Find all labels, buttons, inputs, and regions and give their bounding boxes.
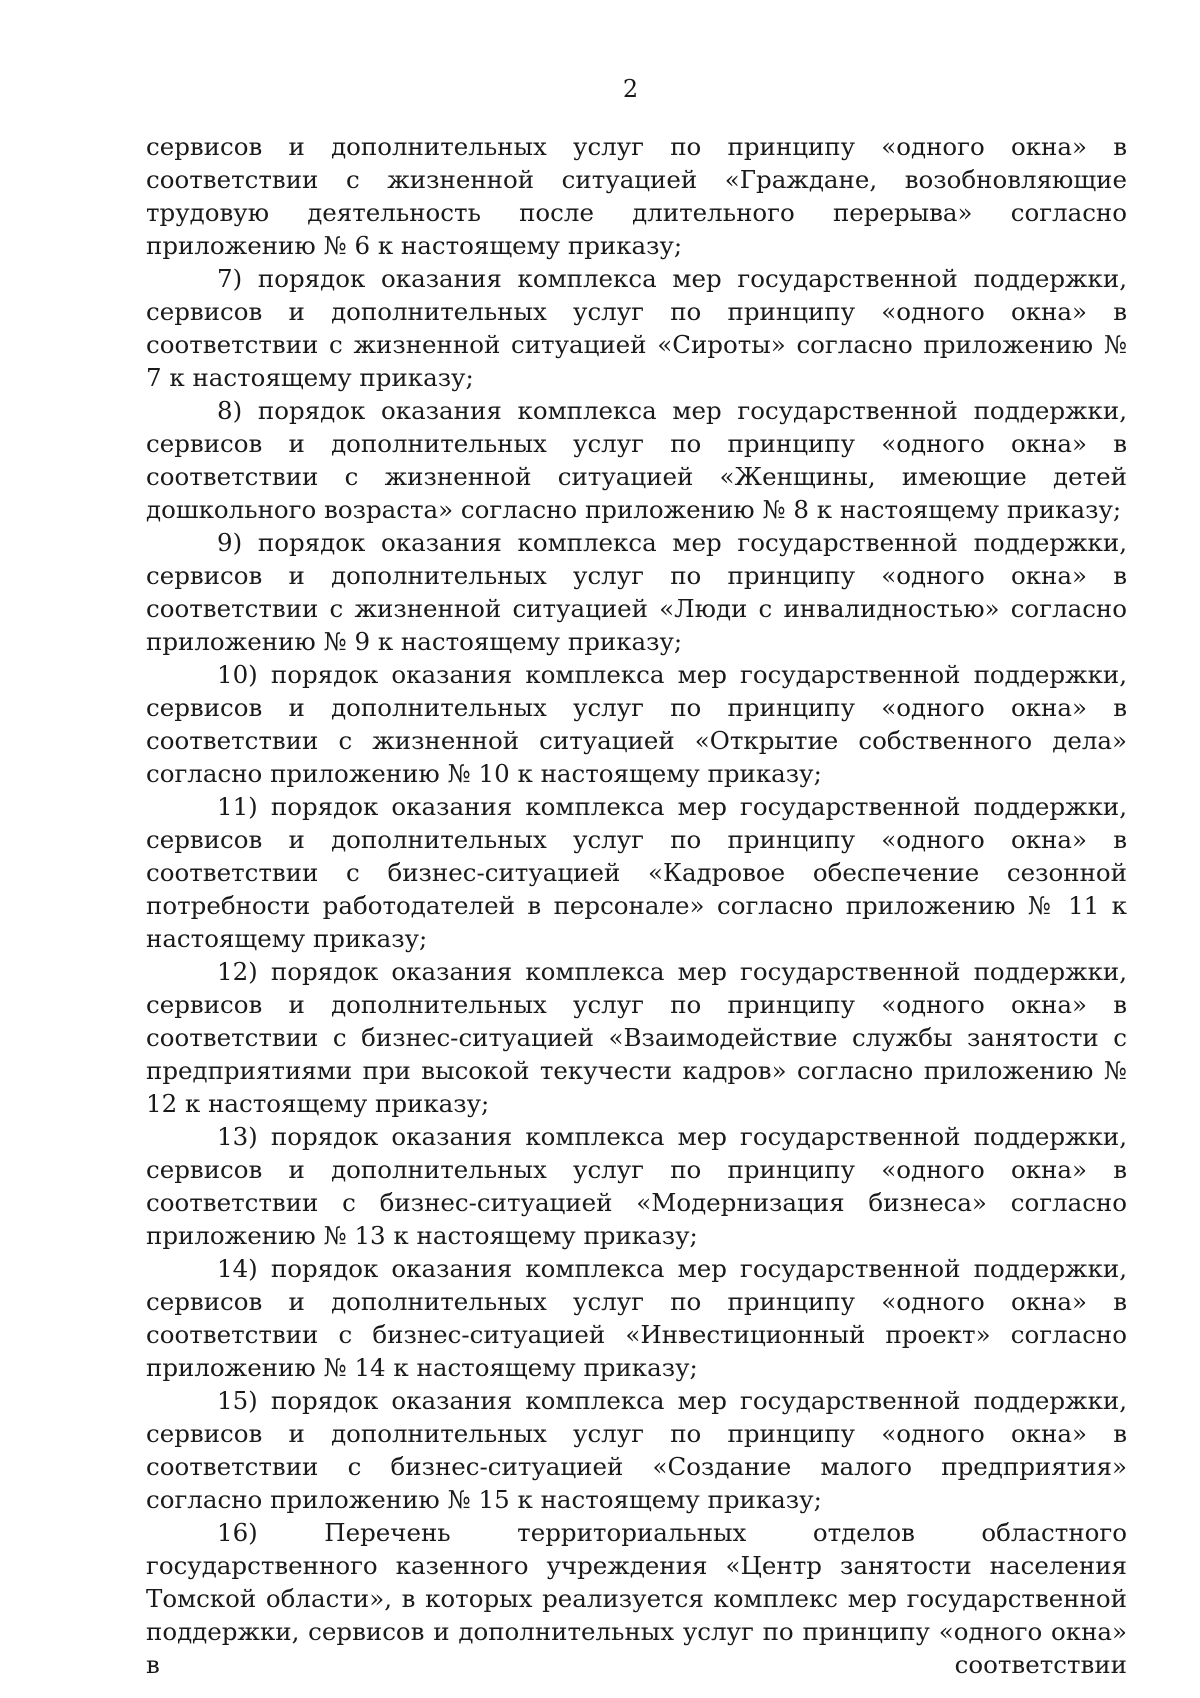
paragraph-item-15: 15) порядок оказания комплекса мер государственной поддержки, сервисов и дополнительных услуг по принципу «одного окна» в соответствии с бизнес-ситуацией «Создание малого предприятия» согласно приложению № 15 к настоящему приказу; [146,1386,1127,1514]
paragraph-item-11: 11) порядок оказания комплекса мер государственной поддержки, сервисов и дополнительных услуг по принципу «одного окна» в соответствии с бизнес-ситуацией «Кадровое обеспечение сезонной потребности работодателей в персонале» согласно приложению № 11 к настоящему приказу; [146,792,1127,953]
paragraph-item-8: 8) порядок оказания комплекса мер государственной поддержки, сервисов и дополнительных услуг по принципу «одного окна» в соответствии с жизненной ситуацией «Женщины, имеющие детей дошкольного возраста» согласно приложению № 8 к настоящему приказу; [146,396,1127,524]
document-body [146,130,1127,1681]
paragraph-item-7: 7) порядок оказания комплекса мер государственной поддержки, сервисов и дополнительных услуг по принципу «одного окна» в соответствии с жизненной ситуацией «Сироты» согласно приложению № 7 к настоящему приказу; [146,264,1127,392]
paragraph-item-10: 10) порядок оказания комплекса мер государственной поддержки, сервисов и дополнительных услуг по принципу «одного окна» в соответствии с жизненной ситуацией «Открытие собственного дела» согласно приложению № 10 к настоящему приказу; [146,660,1127,788]
paragraph-item-16: 16) Перечень территориальных отделов областного государственного казенного учреждения «Центр занятости населения Томской области», в которых реализуется комплекс мер государственной поддержки, сервисов и дополнительных услуг по принципу «одного окна» в соответствии [146,1518,1127,1679]
paragraph-item-14: 14) порядок оказания комплекса мер государственной поддержки, сервисов и дополнительных услуг по принципу «одного окна» в соответствии с бизнес-ситуацией «Инвестиционный проект» согласно приложению № 14 к настоящему приказу; [146,1254,1127,1382]
paragraph-item-12: 12) порядок оказания комплекса мер государственной поддержки, сервисов и дополнительных услуг по принципу «одного окна» в соответствии с бизнес-ситуацией «Взаимодействие службы занятости с предприятиями при высокой текучести кадров» согласно приложению № 12 к настоящему приказу; [146,957,1127,1118]
paragraph-item-9: 9) порядок оказания комплекса мер государственной поддержки, сервисов и дополнительных услуг по принципу «одного окна» в соответствии с жизненной ситуацией «Люди с инвалидностью» согласно приложению № 9 к настоящему приказу; [146,528,1127,656]
paragraph-item-13: 13) порядок оказания комплекса мер государственной поддержки, сервисов и дополнительных услуг по принципу «одного окна» в соответствии с бизнес-ситуацией «Модернизация бизнеса» согласно приложению № 13 к настоящему приказу; [146,1122,1127,1250]
page-number: 2 [622,75,639,103]
paragraph-continuation: сервисов и дополнительных услуг по принципу «одного окна» в соответствии с жизненной ситуацией «Граждане, возобновляющие трудовую деятельность после длительного перерыва» согласно приложению № 6 к настоящему приказу; [146,132,1127,260]
